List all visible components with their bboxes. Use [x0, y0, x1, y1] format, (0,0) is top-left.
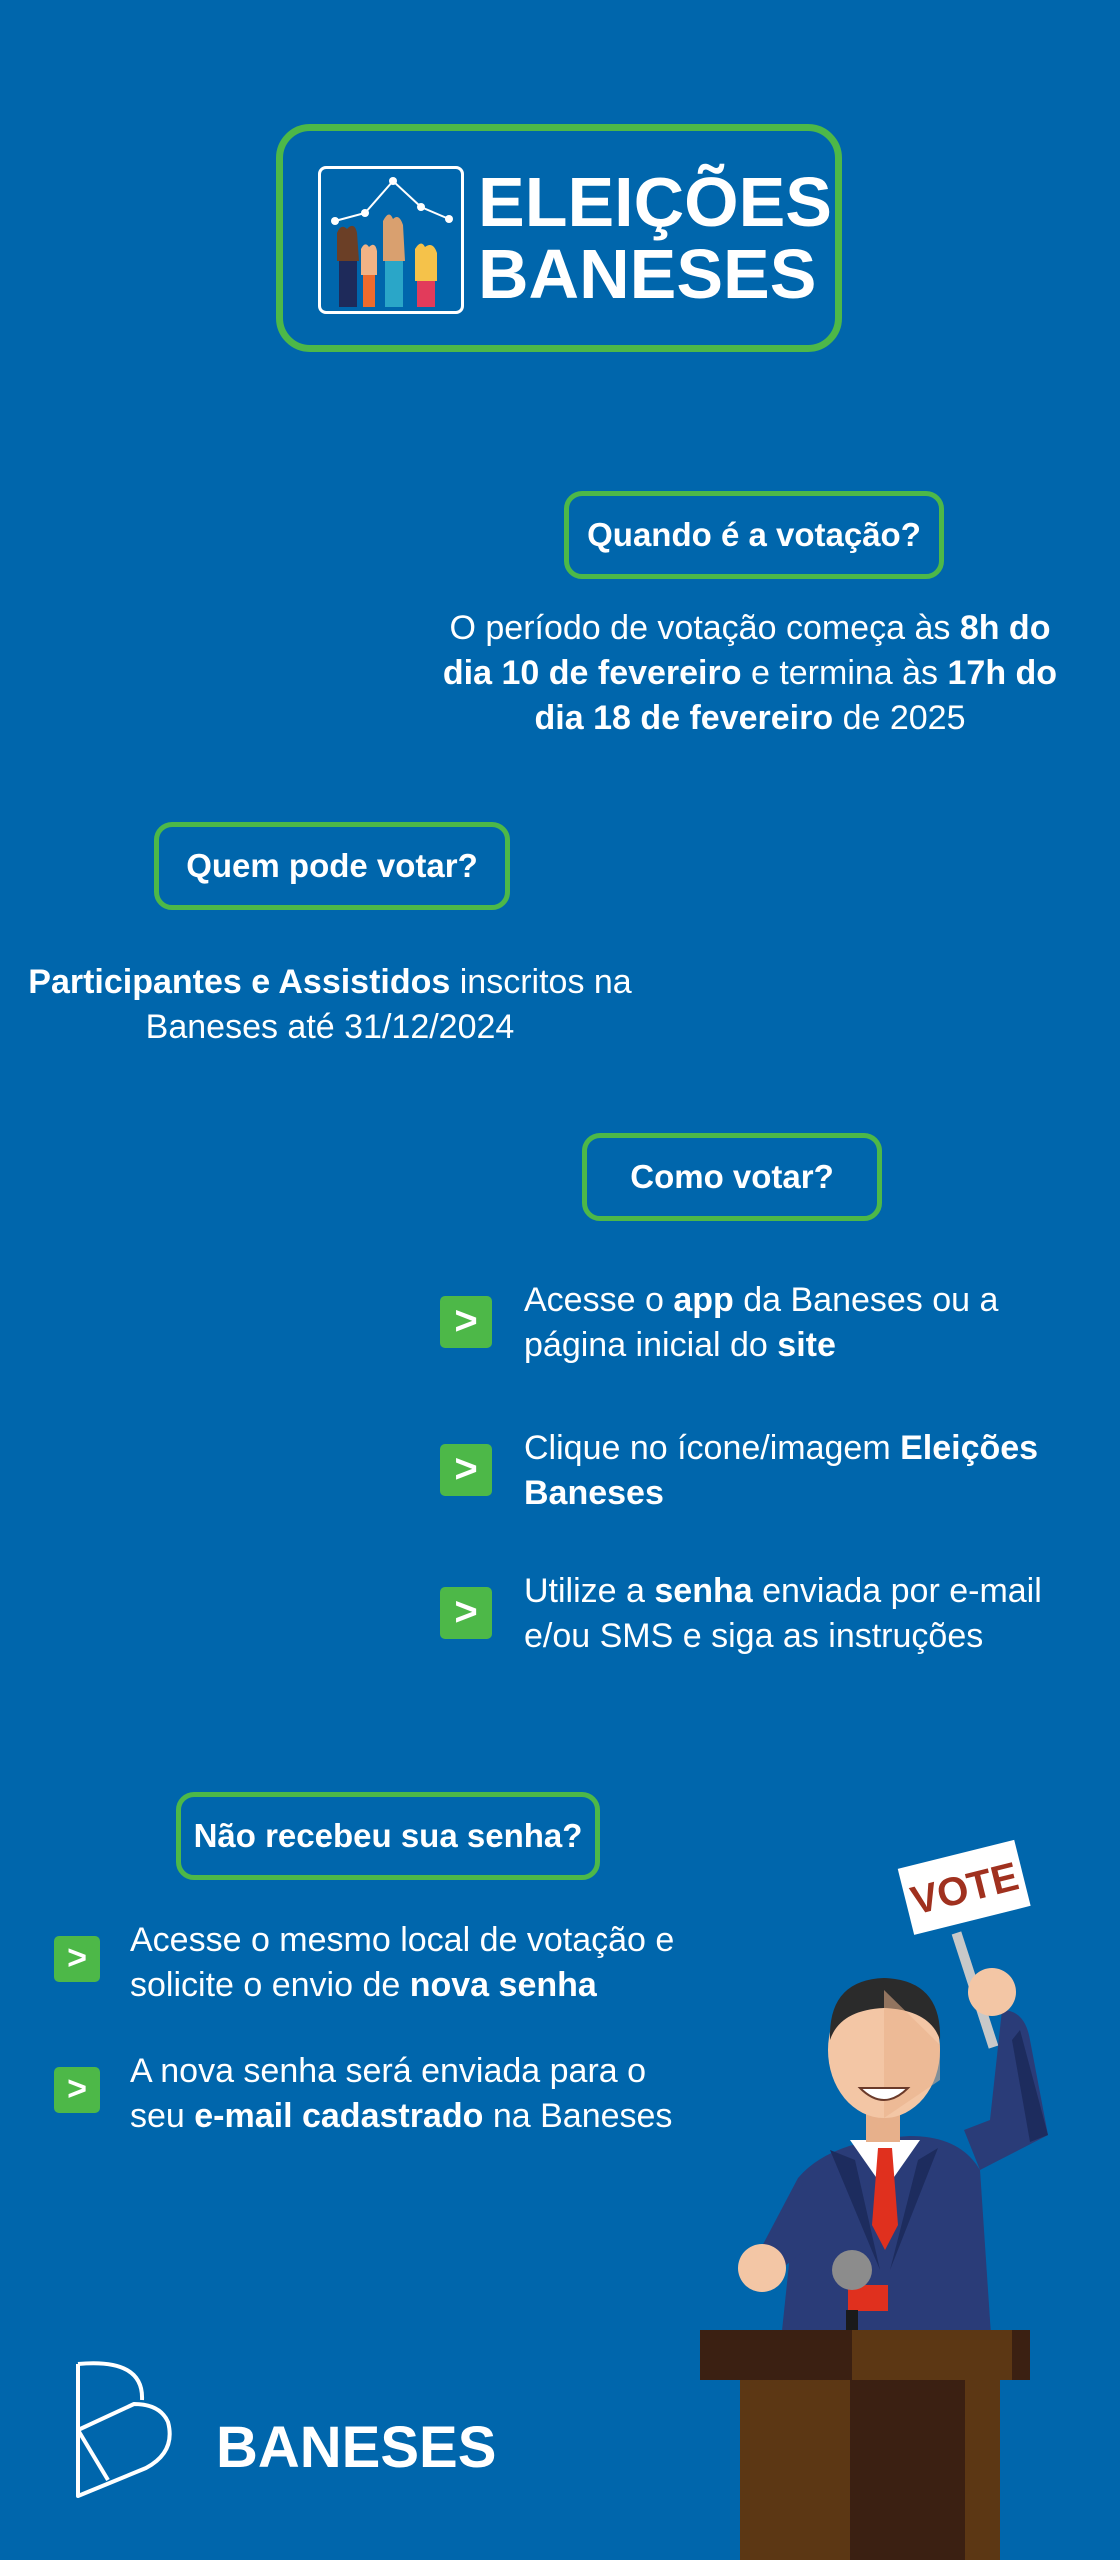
text-segment: inscritos na Baneses até 31/12/2024: [145, 963, 632, 1046]
footer-brand-name: BANESES: [216, 2415, 497, 2480]
quem-text: [20, 960, 640, 1050]
chevron-right-icon: >: [54, 1936, 100, 1982]
heading-nao-recebeu: Não recebeu sua senha?: [176, 1792, 600, 1880]
text-segment: enviada por e-mail e/ou SMS e siga as instruções: [524, 1572, 1042, 1655]
text-segment: de 2025: [833, 699, 966, 737]
baneses-logo-icon: [72, 2360, 184, 2500]
text-segment: O período de votação começa às: [449, 609, 960, 647]
text-segment: A nova senha será enviada para o seu: [130, 2052, 647, 2135]
text-segment: na Baneses: [483, 2097, 673, 2135]
heading-como: Como votar?: [582, 1133, 882, 1221]
bold-text: senha: [654, 1572, 753, 1610]
chevron-right-icon: >: [54, 2067, 100, 2113]
nao-recebeu-step-2: [130, 2049, 690, 2139]
como-step-2: [524, 1426, 1084, 1516]
bold-text: Participantes e Assistidos: [28, 963, 451, 1001]
page-title: ELEIÇÕES BANESES: [478, 163, 832, 313]
chevron-right-icon: >: [440, 1444, 492, 1496]
heading-quando: Quando é a votação?: [564, 491, 944, 579]
text-segment: Utilize a: [524, 1572, 655, 1610]
text-segment: e termina às: [741, 654, 948, 692]
bold-text: Eleições Baneses: [524, 1429, 1039, 1512]
text-segment: Acesse o: [524, 1281, 674, 1319]
bold-text: site: [777, 1326, 836, 1364]
bold-text: 8h do dia 10 de fevereiro: [442, 609, 1051, 692]
bold-text: e-mail cadastrado: [194, 2097, 484, 2135]
vote-sign-text: VOTE: [906, 1854, 1023, 1924]
candidate-at-podium-illustration: [680, 1830, 1080, 2560]
bold-text: nova senha: [409, 1966, 597, 2004]
chevron-right-icon: >: [440, 1296, 492, 1348]
chevron-right-icon: >: [440, 1587, 492, 1639]
quando-text: [440, 606, 1060, 741]
heading-quem: Quem pode votar?: [154, 822, 510, 910]
como-step-1: [524, 1278, 1084, 1368]
text-segment: Acesse o mesmo local de votação e solicite o envio de: [130, 1921, 675, 2004]
raised-hands-chart-icon: [318, 166, 464, 314]
bold-text: 17h do dia 18 de fevereiro: [534, 654, 1058, 737]
bold-text: app: [673, 1281, 734, 1319]
text-segment: da Baneses ou a página inicial do: [524, 1281, 999, 1364]
como-step-3: [524, 1569, 1084, 1659]
text-segment: Clique no ícone/imagem: [524, 1429, 901, 1467]
nao-recebeu-step-1: [130, 1918, 690, 2008]
